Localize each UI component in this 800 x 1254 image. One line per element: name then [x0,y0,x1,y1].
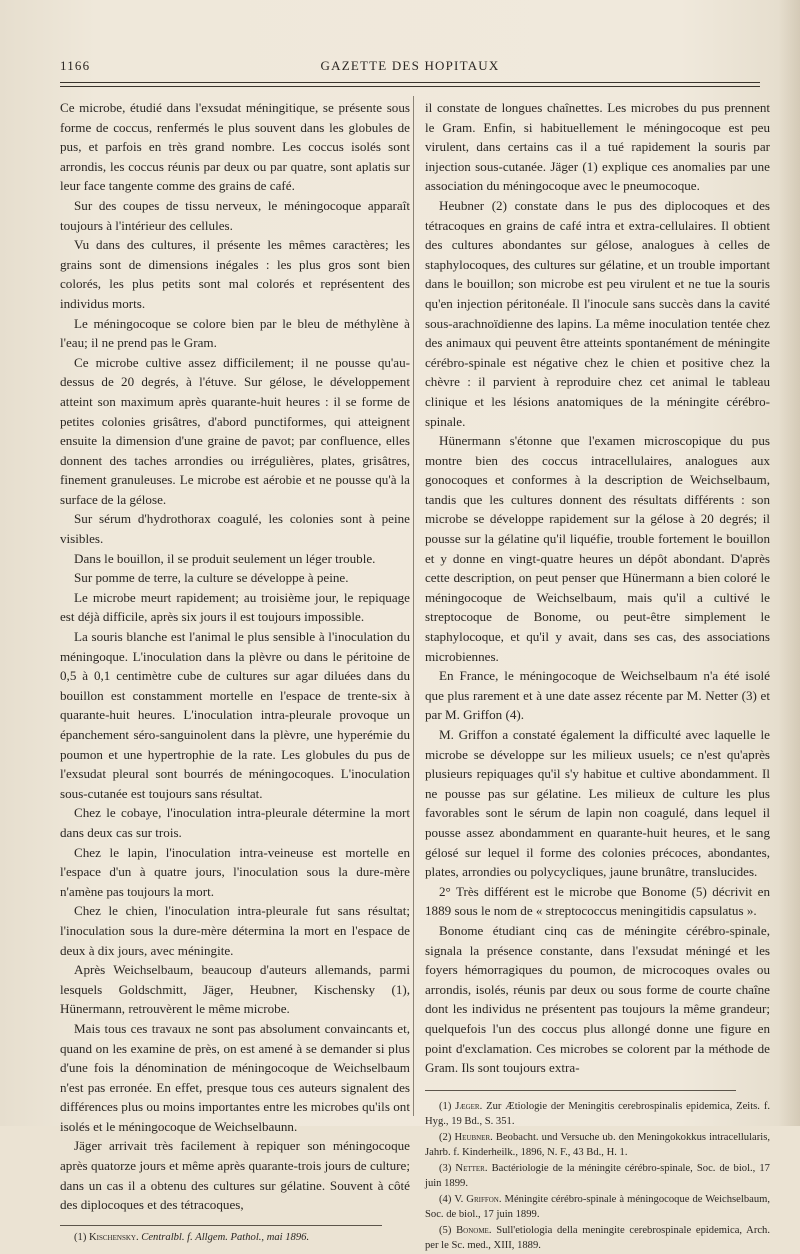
left-column [60,98,410,1245]
footnote [60,1230,410,1246]
footnote-text: Zur Ætiologie der Meningitis cerebrospinalis epidemica, Zeits. f. Hyg., 19 Bd., S. 351. [425,1100,770,1128]
paragraph: Après Weichselbaum, beaucoup d'auteurs allemands, parmi lesquels Goldschmitt, Jäger, Heubner, Kischensky (1), Hünermann, retrouvèrent le même microbe. [60,962,410,1017]
footnote-author: Bonome. [456,1224,492,1236]
footnote [425,1130,770,1161]
page-edge-shadow [778,0,800,1126]
footnote-marker: (5) [439,1224,452,1236]
footnote-author: Jæger. [455,1100,483,1112]
footnote-text: Centralbl. f. Allgem. Pathol., mai 1896. [141,1231,310,1243]
footnote-rule [60,1225,382,1226]
footnote-rule [425,1090,736,1091]
paragraph: 2° Très différent est le microbe que Bonome (5) décrivit en 1889 sous le nom de « streptococcus meningitidis capsulatus ». [425,883,770,919]
header-rule-thin [60,86,760,87]
paragraph: Dans le bouillon, il se produit seulement un léger trouble. [74,550,376,566]
footnote-marker: (3) [439,1162,452,1174]
paragraph: En France, le méningocoque de Weichselbaum n'a été isolé que plus rarement et à une date assez récente par M. Netter (3) et par M. Griffon (4). [425,668,770,723]
footnote-text: Beobacht. und Versuche ub. den Meningokokkus intracellularis, Jahrb. f. Kinderheilk., 1896, N. F., 43 Bd., H. 1. [425,1131,770,1159]
footnote-marker: (1) [74,1231,87,1243]
footnote [425,1099,770,1130]
footnote [425,1192,770,1223]
footnote [425,1161,770,1192]
paragraph: Ce microbe, étudié dans l'exsudat méningitique, se présente sous forme de coccus, renfermés le plus souvent dans les globules de pus, et parfois en très grand nombre. Les coccus isolés sont arrondis, les coccus réunis par deux ou par quatre, sont aplatis sur leur face tangente comme des grains de café. [60,100,410,194]
paragraph: Bonome étudiant cinq cas de méningite cérébro-spinale, signala la présence constante, dans l'exsudat méningé et les foyers hémorragiques du poumon, de microcoques ovales ou arrondis, isolés, réunis par deux ou sous forme de courte chaîne dont les individus ne présentent pas toujours la même grandeur; quelquefois l'un des coccus plus allongé donne une figure en point d'exclamation. Ces microbes se colorent par la méthode de Gram. Ils sont toujours extra- [425,922,770,1076]
paragraph: Hünermann s'étonne que l'examen microscopique du pus montre bien des coccus intracellulaires, analogues aux gonocoques et conformes à la description de Weichselbaum, tandis que les cultures donnent des résultats différents : son microbe se développe rapidement sur la gélose à 20 degrés; il pousse sur la gélatine qu'il liquéfie, trouble fortement le bouillon et y donne en vingt-quatre heures un dépôt abondant. D'après cette description, on peut penser que Hünermann a bien coloré le méningocoque de Weichselbaum, mais qu'il a cultivé le streptocoque de Bonome, ou peut-être simplement le staphylocoque, et qu'il y avait, dans ses cas, des associations microbiennes. [425,433,770,664]
paragraph: Jäger arrivait très facilement à repiquer son méningocoque après quatorze jours et même après quarante-trois jours de culture; dans un cas il a obtenu des cultures sur gélatine. Souvent à côté des diplocoques et des tétracoques, [60,1138,410,1213]
paragraph: Mais tous ces travaux ne sont pas absolument convaincants et, quand on les examine de près, on est amené à se demander si plus d'une fois la dénomination de méningocoque de Weichselbaum n'est pas erronée. En effet, presque tous ces auteurs signalent des différences plus ou moins importantes entre les microbes qu'ils ont isolés et le méningocoque de Weichselbaunn. [60,1020,410,1134]
paragraph: il constate de longues chaînettes. Les microbes du pus prennent le Gram. Enfin, si habituellement le méningocoque est peu virulent, dans certains cas il a tué rapidement la souris par injection sous-cutanée. Jäger (1) explique ces anomalies par une association du méningocoque avec le pneumocoque. [425,100,770,194]
paragraph: Heubner (2) constate dans le pus des diplocoques et des tétracoques en grains de café intra et extra-cellulaires. Il obtient des cultures abondantes sur gélose, analogues à celles de staphylocoques, des cultures sur gélatine, et un trouble important dans le bouillon; son microbe est peu virulent et ne tue la souris qu'en injection péritonéale. Il l'inocule sans succès dans la cavité sous-arachnoïdienne des lapins. La même inoculation tentée chez des animaux qui peuvent être atteints spontanément de méningite cérébro-spinale est négative chez le chien et positive chez la chèvre : il parvient à reproduire chez cet animal le tableau clinique et les lésions anatomiques de la méningite cérébro-spinale. [425,197,770,429]
paragraph: Sur pomme de terre, la culture se développe à peine. [74,570,349,586]
footnote-marker: (4) [439,1193,452,1205]
paragraph: Chez le lapin, l'inoculation intra-veineuse est mortelle en l'espace d'un à quatre jours, l'inoculation sous la dure-mère n'amène pas toujours la mort. [60,844,410,899]
paragraph: Ce microbe cultive assez difficilement; il ne pousse qu'au-dessus de 20 degrés, à l'étuve. Sur gélose, le développement atteint son maximum après quarante-huit heures : il se forme de petites colonies grisâtres, d'abord punctiformes, qui atteignent ensuite la dimension d'une graine de pavot; par confluence, elles donnent des taches arrondies ou irrégulières, plates, grisâtres, finement granuleuses. Le microbe est aérobie et ne pousse qu'à la surface de la gélose. [60,354,410,507]
footnote-text: Sull'etiologia della meningite cerebrospinale epidemica, Arch. per le Sc. med., XIII, 1889. [425,1224,771,1252]
paragraph: Vu dans des cultures, il présente les mêmes caractères; les grains sont de dimensions inégales : les plus gros sont bien colorés, les plus petits sont mal colorés et représentent des individus morts. [60,237,410,311]
column-divider [413,96,414,1116]
paragraph: Le microbe meurt rapidement; au troisième jour, le repiquage est déjà difficile, après six jours il est toujours impossible. [60,589,410,625]
page-number: 1166 [60,58,91,73]
paragraph: Sur des coupes de tissu nerveux, le méningocoque apparaît toujours à l'intérieur des cellules. [60,197,410,233]
journal-title: GAZETTE DES HOPITAUX [320,58,500,73]
paragraph: Le méningocoque se colore bien par le bleu de méthylène à l'eau; il ne prend pas le Gram. [60,315,410,351]
page-header [60,58,760,78]
footnote [425,1223,770,1254]
footnotes-right [425,1099,770,1254]
footnote-author: V. Griffon. [454,1193,502,1205]
footnote-author: Kischensky. [89,1231,139,1243]
footnote-marker: (1) [439,1100,452,1112]
footnote-author: Netter. [455,1162,488,1174]
footnote-text: Méningite cérébro-spinale à méningocoque de Weichselbaum, Soc. de biol., 17 juin 1899. [425,1193,771,1221]
paragraph: Sur sérum d'hydrothorax coagulé, les colonies sont à peine visibles. [60,511,410,547]
right-column [425,98,770,1254]
footnote-text: Bactériologie de la méningite cérébro-spinale, Soc. de biol., 17 juin 1899. [425,1162,770,1190]
header-rule [60,82,760,83]
footnote-marker: (2) [439,1131,452,1143]
paragraph: Chez le cobaye, l'inoculation intra-pleurale détermine la mort dans deux cas sur trois. [60,805,410,840]
paragraph: M. Griffon a constaté également la difficulté avec laquelle le microbe se développe sur les milieux usuels; ce n'est qu'après plusieurs repiquages qu'il s'y habitue et cultive abondamment. Il ne pousse pas sur gélatine. Les milieux de culture les plus favorables sont le sérum de lapin non coagulé, dans lequel il pousse assez abondamment en quarante-huit heures, et le sang gélosé sur lequel il forme des colonies précoces, abondantes, plates, arrondies ou polycycliques, jaune brunâtre, translucides. [425,727,770,880]
footnote-author: Heubner. [454,1131,493,1143]
paragraph: La souris blanche est l'animal le plus sensible à l'inoculation du méningoque. L'inoculation dans la plèvre ou dans le péritoine de 0,5 à 0,1 centimètre cube de cultures sur agar diluées dans du bouillon est constamment mortelle en l'espace de trente-six à quarante-huit heures. L'inoculation intra-pleurale provoque un épanchement séro-sanguinolent dans la plèvre, une hyperémie du poumon et une hypertrophie de la rate. Les globules du pus de l'exsudat pleural sont bourrés de méningocoques. L'inoculation sous-cutanée est toujours sans résultat. [60,629,410,801]
footnotes-left [60,1230,410,1246]
paragraph: Chez le chien, l'inoculation intra-pleurale fut sans résultat; l'inoculation sous la dure-mère détermina la mort en l'espace de deux à dix jours, avec méningite. [60,903,410,958]
